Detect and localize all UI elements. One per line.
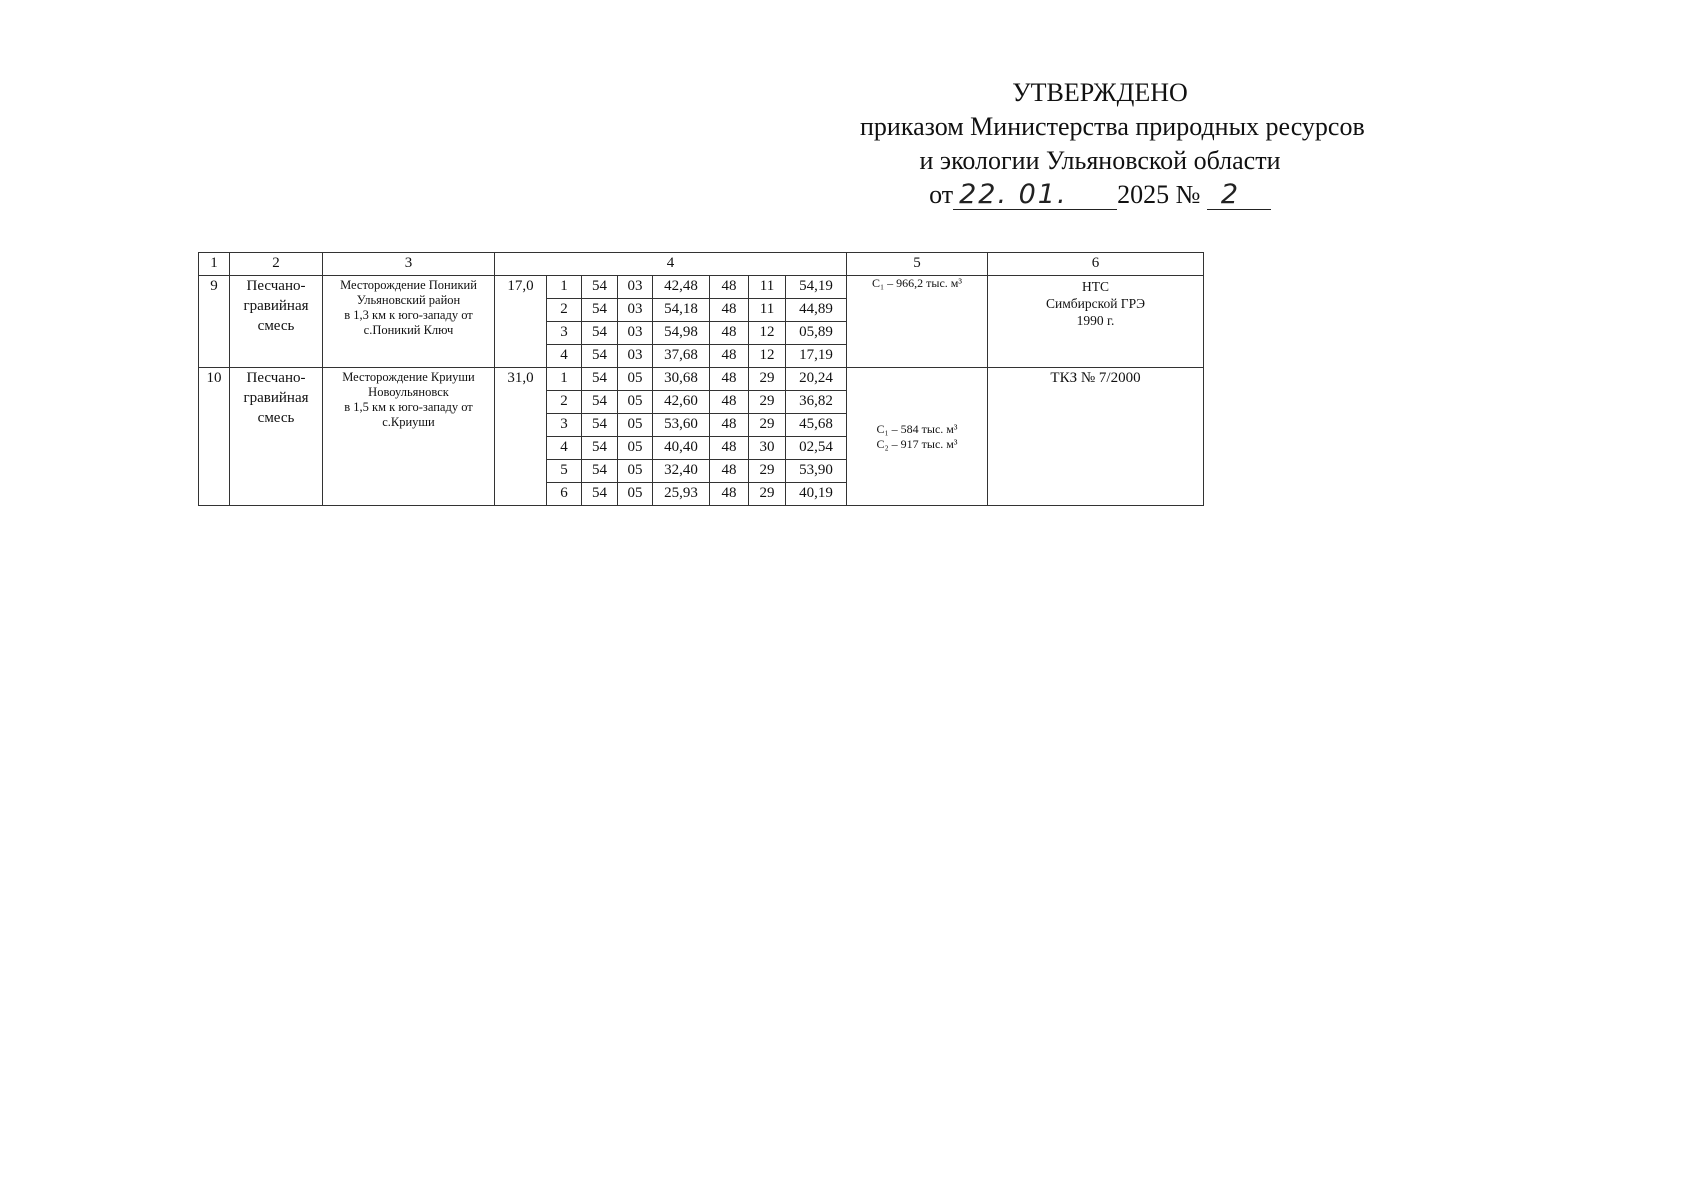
coordinate-cell: 11 <box>749 299 786 322</box>
coordinate-cell: 54 <box>582 437 618 460</box>
coordinate-cell: 54 <box>582 414 618 437</box>
coordinate-cell: 54 <box>582 322 618 345</box>
coordinate-cell: 05 <box>618 460 653 483</box>
table-row <box>199 368 1204 391</box>
coordinate-cell: 05 <box>618 483 653 506</box>
coordinate-cell: 37,68 <box>653 345 710 368</box>
coordinate-cell: 48 <box>710 437 749 460</box>
reserves <box>847 368 988 506</box>
approval-line-2: и экологии Ульяновской области <box>919 146 1281 175</box>
source-line: ТКЗ № 7/2000 <box>1050 370 1141 386</box>
approval-line-1: приказом Министерства природных ресурсов <box>860 112 1365 141</box>
header-cell: 2 <box>230 253 323 276</box>
area-value: 17,0 <box>495 276 547 368</box>
coordinate-cell: 45,68 <box>786 414 847 437</box>
deposit-location: в 1,3 км к юго-западу от с.Поникий Ключ <box>344 308 473 337</box>
coordinate-cell: 54 <box>582 299 618 322</box>
coordinate-cell: 54 <box>582 345 618 368</box>
coordinate-cell: 48 <box>710 276 749 299</box>
header-cell: 3 <box>323 253 495 276</box>
deposit-location: в 1,5 км к юго-западу от с.Криуши <box>344 400 473 429</box>
handwritten-date: 22. 01. <box>953 181 1117 210</box>
coordinate-cell: 05 <box>618 414 653 437</box>
reserve-line: C₁ – 584 тыс. м³ <box>876 421 958 436</box>
coordinate-cell: 1 <box>547 276 582 299</box>
reserve-line: C₁ – 966,2 тыс. м³ <box>871 276 962 290</box>
deposits-table <box>198 252 1204 506</box>
coordinate-cell: 12 <box>749 345 786 368</box>
coordinate-cell: 42,60 <box>653 391 710 414</box>
coordinate-cell: 54,18 <box>653 299 710 322</box>
coordinate-cell: 54 <box>582 368 618 391</box>
deposit-description <box>323 368 495 506</box>
coordinate-cell: 54 <box>582 460 618 483</box>
coordinate-cell: 6 <box>547 483 582 506</box>
material: Песчано-гравийная смесь <box>230 276 323 368</box>
reserves <box>847 276 988 368</box>
source-line: 1990 г. <box>1076 313 1115 328</box>
coordinate-cell: 29 <box>749 414 786 437</box>
approval-source <box>988 276 1204 368</box>
approval-stamp <box>860 76 1365 212</box>
material: Песчано-гравийная смесь <box>230 368 323 506</box>
source-line: НТС <box>1082 279 1109 294</box>
coordinate-cell: 48 <box>710 391 749 414</box>
coordinate-cell: 48 <box>710 368 749 391</box>
coordinate-cell: 48 <box>710 322 749 345</box>
coordinate-cell: 48 <box>710 483 749 506</box>
coordinate-cell: 30 <box>749 437 786 460</box>
coordinate-cell: 32,40 <box>653 460 710 483</box>
deposit-name: Месторождение Поникий Ульяновский район <box>340 278 477 307</box>
handwritten-number: 2 <box>1207 181 1271 210</box>
coordinate-cell: 29 <box>749 460 786 483</box>
coordinate-cell: 17,19 <box>786 345 847 368</box>
table-row <box>199 276 1204 299</box>
coordinate-cell: 48 <box>710 345 749 368</box>
coordinate-cell: 3 <box>547 322 582 345</box>
coordinate-cell: 44,89 <box>786 299 847 322</box>
coordinate-cell: 54,98 <box>653 322 710 345</box>
coordinate-cell: 53,60 <box>653 414 710 437</box>
coordinate-cell: 03 <box>618 276 653 299</box>
coordinate-cell: 54 <box>582 276 618 299</box>
deposit-description <box>323 276 495 368</box>
coordinate-cell: 53,90 <box>786 460 847 483</box>
coordinate-cell: 4 <box>547 345 582 368</box>
coordinate-cell: 54,19 <box>786 276 847 299</box>
reserve-line: C₂ – 917 тыс. м³ <box>876 436 958 451</box>
coordinate-cell: 48 <box>710 414 749 437</box>
row-number: 9 <box>199 276 230 368</box>
coordinate-cell: 48 <box>710 460 749 483</box>
coordinate-cell: 42,48 <box>653 276 710 299</box>
coordinate-cell: 02,54 <box>786 437 847 460</box>
coordinate-cell: 12 <box>749 322 786 345</box>
coordinate-cell: 29 <box>749 391 786 414</box>
coordinate-cell: 11 <box>749 276 786 299</box>
coordinate-cell: 1 <box>547 368 582 391</box>
coordinate-cell: 29 <box>749 483 786 506</box>
coordinate-cell: 29 <box>749 368 786 391</box>
coordinate-cell: 30,68 <box>653 368 710 391</box>
coordinate-cell: 05,89 <box>786 322 847 345</box>
coordinate-cell: 54 <box>582 483 618 506</box>
header-row <box>199 253 1204 276</box>
coordinate-cell: 4 <box>547 437 582 460</box>
deposit-name: Месторождение Криуши Новоульяновск <box>342 370 475 399</box>
coordinate-cell: 05 <box>618 368 653 391</box>
header-cell: 6 <box>988 253 1204 276</box>
header-cell: 1 <box>199 253 230 276</box>
coordinate-cell: 03 <box>618 299 653 322</box>
header-cell: 4 <box>495 253 847 276</box>
coordinate-cell: 40,19 <box>786 483 847 506</box>
coordinate-cell: 5 <box>547 460 582 483</box>
source-line: Симбирской ГРЭ <box>1045 296 1146 311</box>
header-cell: 5 <box>847 253 988 276</box>
from-label: от <box>929 180 954 209</box>
coordinate-cell: 36,82 <box>786 391 847 414</box>
approval-source <box>988 368 1204 506</box>
number-label: № <box>1175 180 1201 209</box>
coordinate-cell: 05 <box>618 391 653 414</box>
order-year: 2025 <box>1117 180 1170 209</box>
row-number: 10 <box>199 368 230 506</box>
approval-date-line <box>860 178 1340 212</box>
coordinate-cell: 25,93 <box>653 483 710 506</box>
coordinate-cell: 48 <box>710 299 749 322</box>
coordinate-cell: 20,24 <box>786 368 847 391</box>
area-value: 31,0 <box>495 368 547 506</box>
coordinate-cell: 54 <box>582 391 618 414</box>
coordinate-cell: 2 <box>547 391 582 414</box>
approval-title: УТВЕРЖДЕНО <box>1012 78 1188 107</box>
coordinate-cell: 03 <box>618 345 653 368</box>
coordinate-cell: 03 <box>618 322 653 345</box>
coordinate-cell: 05 <box>618 437 653 460</box>
coordinate-cell: 3 <box>547 414 582 437</box>
coordinate-cell: 2 <box>547 299 582 322</box>
coordinate-cell: 40,40 <box>653 437 710 460</box>
